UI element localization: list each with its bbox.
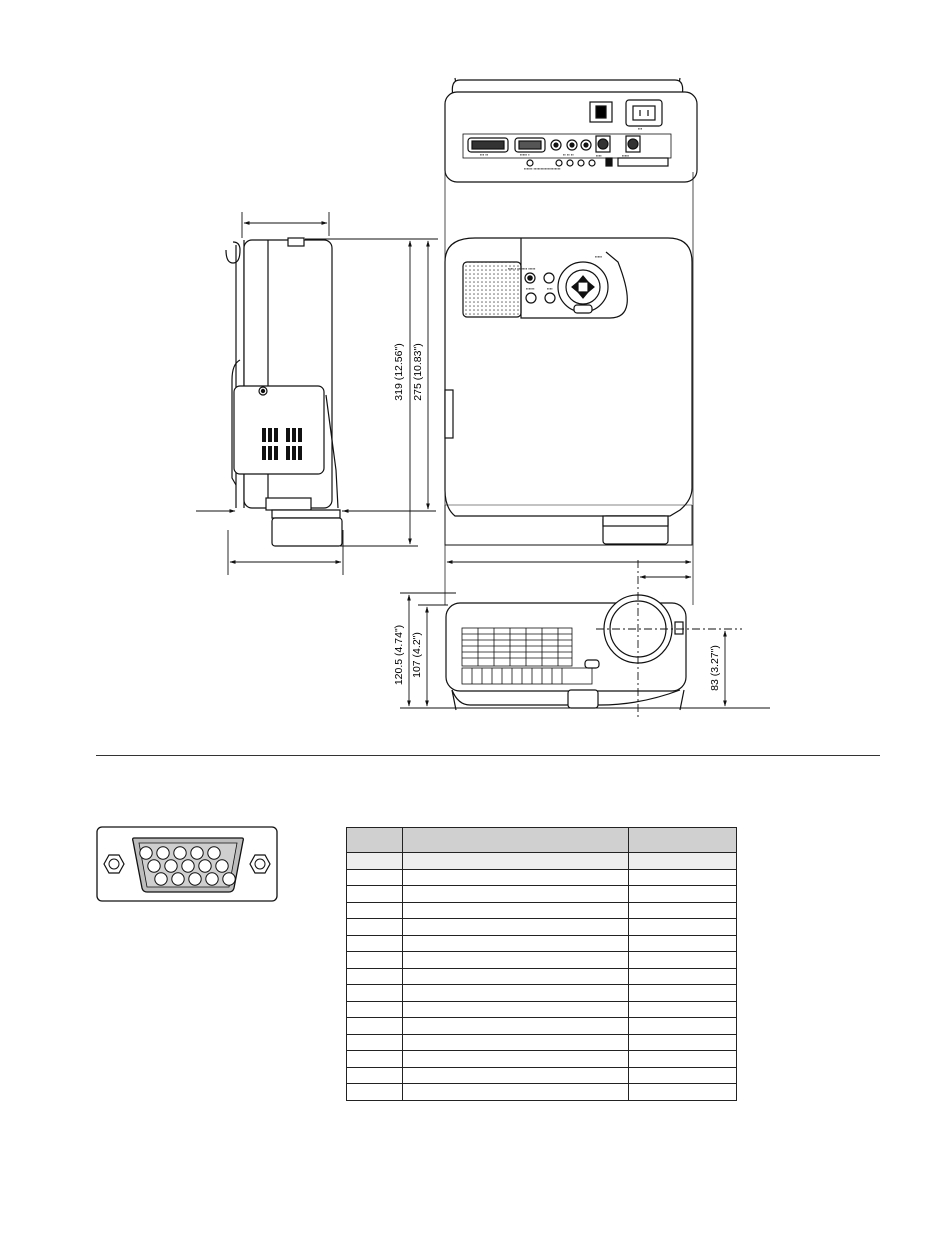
table-cell <box>629 1084 737 1101</box>
pin-assignment-table <box>346 827 737 1101</box>
vga-pin-5 <box>208 847 220 859</box>
svg-text:▪▪ ▪▪ ▪▪: ▪▪ ▪▪ ▪▪ <box>563 152 574 157</box>
table-cell <box>629 886 737 903</box>
table-row <box>347 1084 737 1101</box>
rear-panel-view <box>445 78 697 182</box>
vga-pin-9 <box>199 860 211 872</box>
table-cell <box>629 919 737 936</box>
table-row <box>347 985 737 1002</box>
table-row <box>347 853 737 870</box>
section-divider <box>96 755 880 756</box>
table-cell <box>629 1001 737 1018</box>
table-cell <box>347 1018 403 1035</box>
table-header-level <box>629 828 737 853</box>
table-header-row <box>347 828 737 853</box>
vga-pin-15 <box>223 873 235 885</box>
table-cell <box>347 1051 403 1068</box>
table-row <box>347 919 737 936</box>
svg-text:▪▪▪▪: ▪▪▪▪ <box>547 286 553 291</box>
table-row <box>347 886 737 903</box>
table-cell <box>629 935 737 952</box>
vga-pin-13 <box>189 873 201 885</box>
table-cell <box>629 985 737 1002</box>
table-cell <box>347 853 403 870</box>
table-cell <box>629 902 737 919</box>
svg-text:▪▪▪: ▪▪▪ <box>638 126 643 131</box>
table-cell <box>403 1051 629 1068</box>
table-row <box>347 952 737 969</box>
table-cell <box>629 968 737 985</box>
table-cell <box>347 968 403 985</box>
table-cell <box>629 1034 737 1051</box>
table-cell <box>403 1034 629 1051</box>
table-header-pin <box>347 828 403 853</box>
vga-pin-14 <box>206 873 218 885</box>
svg-text:▪▪▪▪▪: ▪▪▪▪▪ <box>595 254 603 259</box>
table-cell <box>629 1067 737 1084</box>
top-view <box>445 238 692 545</box>
svg-text:▪▪▪▪▪ ▪: ▪▪▪▪▪ ▪ <box>520 152 530 157</box>
svg-text:▪▪▪▪▪▪: ▪▪▪▪▪▪ <box>526 286 535 291</box>
table-row <box>347 968 737 985</box>
svg-text:▪▪▪▪: ▪▪▪▪ <box>596 153 602 158</box>
table-row <box>347 1018 737 1035</box>
table-cell <box>629 1018 737 1035</box>
screw-left-icon <box>104 855 124 873</box>
dim-height-body: 275 (10.83") <box>412 343 424 401</box>
table-cell <box>403 886 629 903</box>
svg-text:▪▪▪▪ ▪ ▪▪▪▪▪▪▪ ▪▪▪▪▪: ▪▪▪▪ ▪ ▪▪▪▪▪▪▪ ▪▪▪▪▪ <box>508 266 536 271</box>
table-cell <box>629 869 737 886</box>
dim-front-height-body: 107 (4.2") <box>411 632 423 678</box>
dim-lens-center-height: 83 (3.27") <box>709 645 721 691</box>
table-cell <box>403 869 629 886</box>
table-row <box>347 935 737 952</box>
vga-pin-10 <box>216 860 228 872</box>
table-cell <box>403 952 629 969</box>
vga-connector-diagram <box>96 826 278 902</box>
screw-right-icon <box>250 855 270 873</box>
dim-front-height-total: 120.5 (4.74") <box>393 624 405 686</box>
table-cell <box>347 985 403 1002</box>
table-cell <box>629 952 737 969</box>
table-cell <box>403 1001 629 1018</box>
table-cell <box>629 853 737 870</box>
vga-pin-11 <box>155 873 167 885</box>
table-cell <box>629 1051 737 1068</box>
table-cell <box>347 1084 403 1101</box>
table-cell <box>403 1084 629 1101</box>
table-cell <box>347 919 403 936</box>
table-cell <box>347 1001 403 1018</box>
vga-pin-12 <box>172 873 184 885</box>
vga-pin-1 <box>140 847 152 859</box>
vga-pin-4 <box>191 847 203 859</box>
svg-text:▪▪▪ ▪▪: ▪▪▪ ▪▪ <box>480 152 489 157</box>
table-cell <box>347 952 403 969</box>
table-row <box>347 902 737 919</box>
vga-pin-8 <box>182 860 194 872</box>
table-cell <box>347 935 403 952</box>
svg-text:▪▪▪▪▪▪ ▪▪▪▪▪▪▪▪▪▪▪▪▪▪▪▪▪▪▪: ▪▪▪▪▪▪ ▪▪▪▪▪▪▪▪▪▪▪▪▪▪▪▪▪▪▪ <box>524 166 561 171</box>
table-row <box>347 1051 737 1068</box>
table-header-signal <box>403 828 629 853</box>
vga-pin-6 <box>148 860 160 872</box>
table-cell <box>347 1034 403 1051</box>
table-row <box>347 1001 737 1018</box>
vga-pin-3 <box>174 847 186 859</box>
svg-text:▪▪▪▪▪: ▪▪▪▪▪ <box>622 153 630 158</box>
side-view <box>226 238 342 546</box>
table-row <box>347 1034 737 1051</box>
table-cell <box>403 985 629 1002</box>
table-row <box>347 869 737 886</box>
table-cell <box>347 1067 403 1084</box>
table-cell <box>347 886 403 903</box>
vga-pin-2 <box>157 847 169 859</box>
table-cell <box>403 853 629 870</box>
front-view <box>446 595 686 710</box>
dim-height-total: 319 (12.56") <box>393 343 405 401</box>
table-cell <box>347 902 403 919</box>
table-cell <box>403 1067 629 1084</box>
table-cell <box>403 968 629 985</box>
table-cell <box>347 869 403 886</box>
vga-pin-7 <box>165 860 177 872</box>
table-cell <box>403 1018 629 1035</box>
table-cell <box>403 935 629 952</box>
table-cell <box>403 919 629 936</box>
table-cell <box>403 902 629 919</box>
table-row <box>347 1067 737 1084</box>
